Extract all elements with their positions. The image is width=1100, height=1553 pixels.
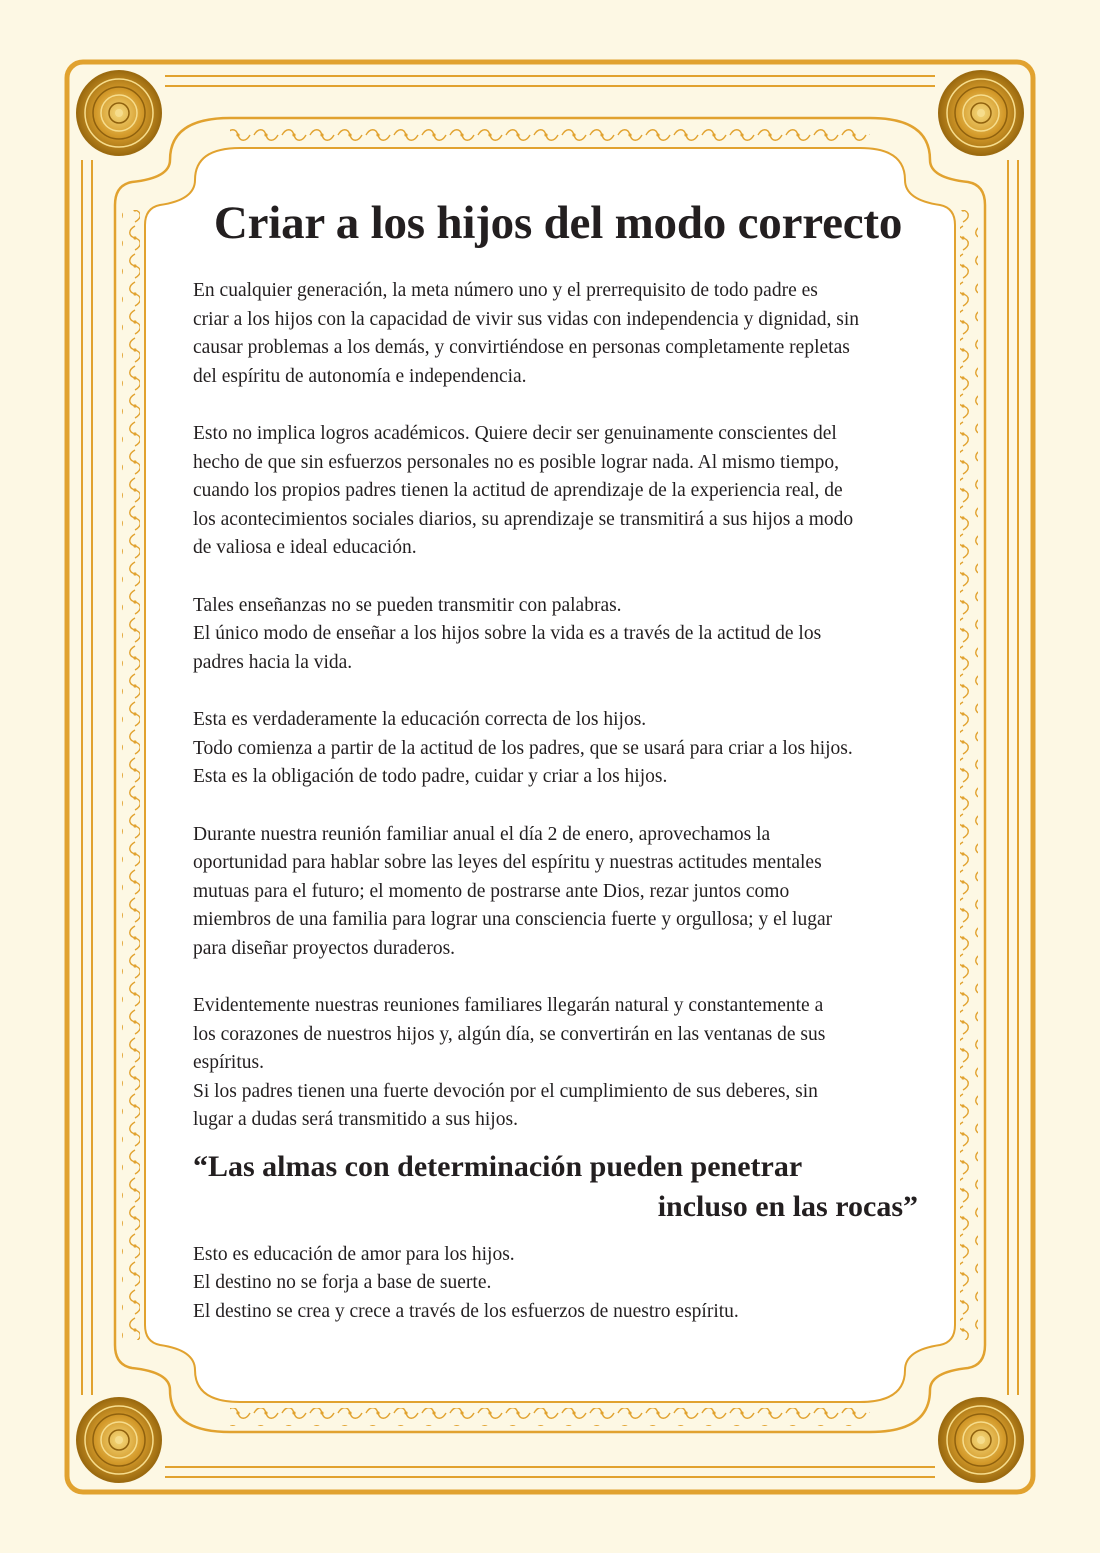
medallion-icon xyxy=(939,1398,1023,1482)
paragraph-3 xyxy=(193,592,923,678)
text-line: lugar a dudas será transmitido a sus hijos. xyxy=(193,1109,518,1131)
text-line: miembros de una familia para lograr una consciencia fuerte y orgullosa; y el lugar xyxy=(193,909,833,931)
paragraph-4 xyxy=(193,706,923,792)
paragraph-5 xyxy=(193,821,923,964)
text-line: El destino se crea y crece a través de los esfuerzos de nuestro espíritu. xyxy=(193,1300,739,1322)
text-line: Evidentemente nuestras reuniones familiares llegarán natural y constantemente a xyxy=(193,995,824,1017)
text-line: los corazones de nuestros hijos y, algún día, se convertirán en las ventanas de sus xyxy=(193,1023,826,1045)
text-line: oportunidad para hablar sobre las leyes del espíritu y nuestras actitudes mentales xyxy=(193,852,822,874)
left-scroll-band xyxy=(122,210,140,1340)
text-line: Todo comienza a partir de la actitud de los padres, que se usará para criar a los hijos. xyxy=(193,737,853,759)
text-line: criar a los hijos con la capacidad de vivir sus vidas con independencia y dignidad, sin xyxy=(193,308,860,330)
quote-line: incluso en las rocas” xyxy=(657,1189,918,1223)
page-title: Criar a los hijos del modo correcto xyxy=(213,197,903,249)
medallion-icon xyxy=(939,71,1023,155)
text-line: Esto no implica logros académicos. Quiere decir ser genuinamente conscientes del xyxy=(193,423,837,445)
paragraph-6 xyxy=(193,992,923,1135)
pull-quote xyxy=(193,1147,923,1227)
text-line: El destino no se forja a base de suerte. xyxy=(193,1272,492,1294)
medallion-icon xyxy=(77,1398,161,1482)
text-line: del espíritu de autonomía e independencia. xyxy=(193,365,527,387)
paragraph-2 xyxy=(193,420,923,563)
medallion-icon xyxy=(77,71,161,155)
text-line: Esto es educación de amor para los hijos. xyxy=(193,1243,515,1265)
bottom-scroll-band xyxy=(230,1408,870,1426)
text-line: Tales enseñanzas no se pueden transmitir con palabras. xyxy=(193,594,622,616)
text-line: El único modo de enseñar a los hijos sobre la vida es a través de la actitud de los xyxy=(193,623,822,645)
text-line: de valiosa e ideal educación. xyxy=(193,537,417,559)
text-line: Si los padres tienen una fuerte devoción por el cumplimiento de sus deberes, sin xyxy=(193,1080,818,1102)
text-line: Esta es la obligación de todo padre, cuidar y criar a los hijos. xyxy=(193,766,668,788)
text-line: Durante nuestra reunión familiar anual el día 2 de enero, aprovechamos la xyxy=(193,823,771,845)
text-line: Esta es verdaderamente la educación correcta de los hijos. xyxy=(193,709,647,731)
document-body xyxy=(193,195,923,1355)
text-line: mutuas para el futuro; el momento de postrarse ante Dios, rezar juntos como xyxy=(193,880,790,902)
text-line: causar problemas a los demás, y convirtiéndose en personas completamente repletas xyxy=(193,337,850,359)
quote-line: “Las almas con determinación pueden penetrar xyxy=(193,1149,803,1183)
top-scroll-band xyxy=(230,124,870,142)
text-line: cuando los propios padres tienen la actitud de aprendizaje de la experiencia real, de xyxy=(193,480,843,502)
paragraph-1 xyxy=(193,277,923,391)
text-line: espíritus. xyxy=(193,1052,264,1074)
text-line: para diseñar proyectos duraderos. xyxy=(193,937,456,959)
text-line: En cualquier generación, la meta número uno y el prerrequisito de todo padre es xyxy=(193,280,818,302)
closing-paragraph xyxy=(193,1241,923,1327)
right-scroll-band xyxy=(960,210,978,1340)
text-line: los acontecimientos sociales diarios, su aprendizaje se transmitirá a sus hijos a modo xyxy=(193,508,854,530)
text-line: padres hacia la vida. xyxy=(193,651,353,673)
text-line: hecho de que sin esfuerzos personales no es posible lograr nada. Al mismo tiempo, xyxy=(193,451,840,473)
